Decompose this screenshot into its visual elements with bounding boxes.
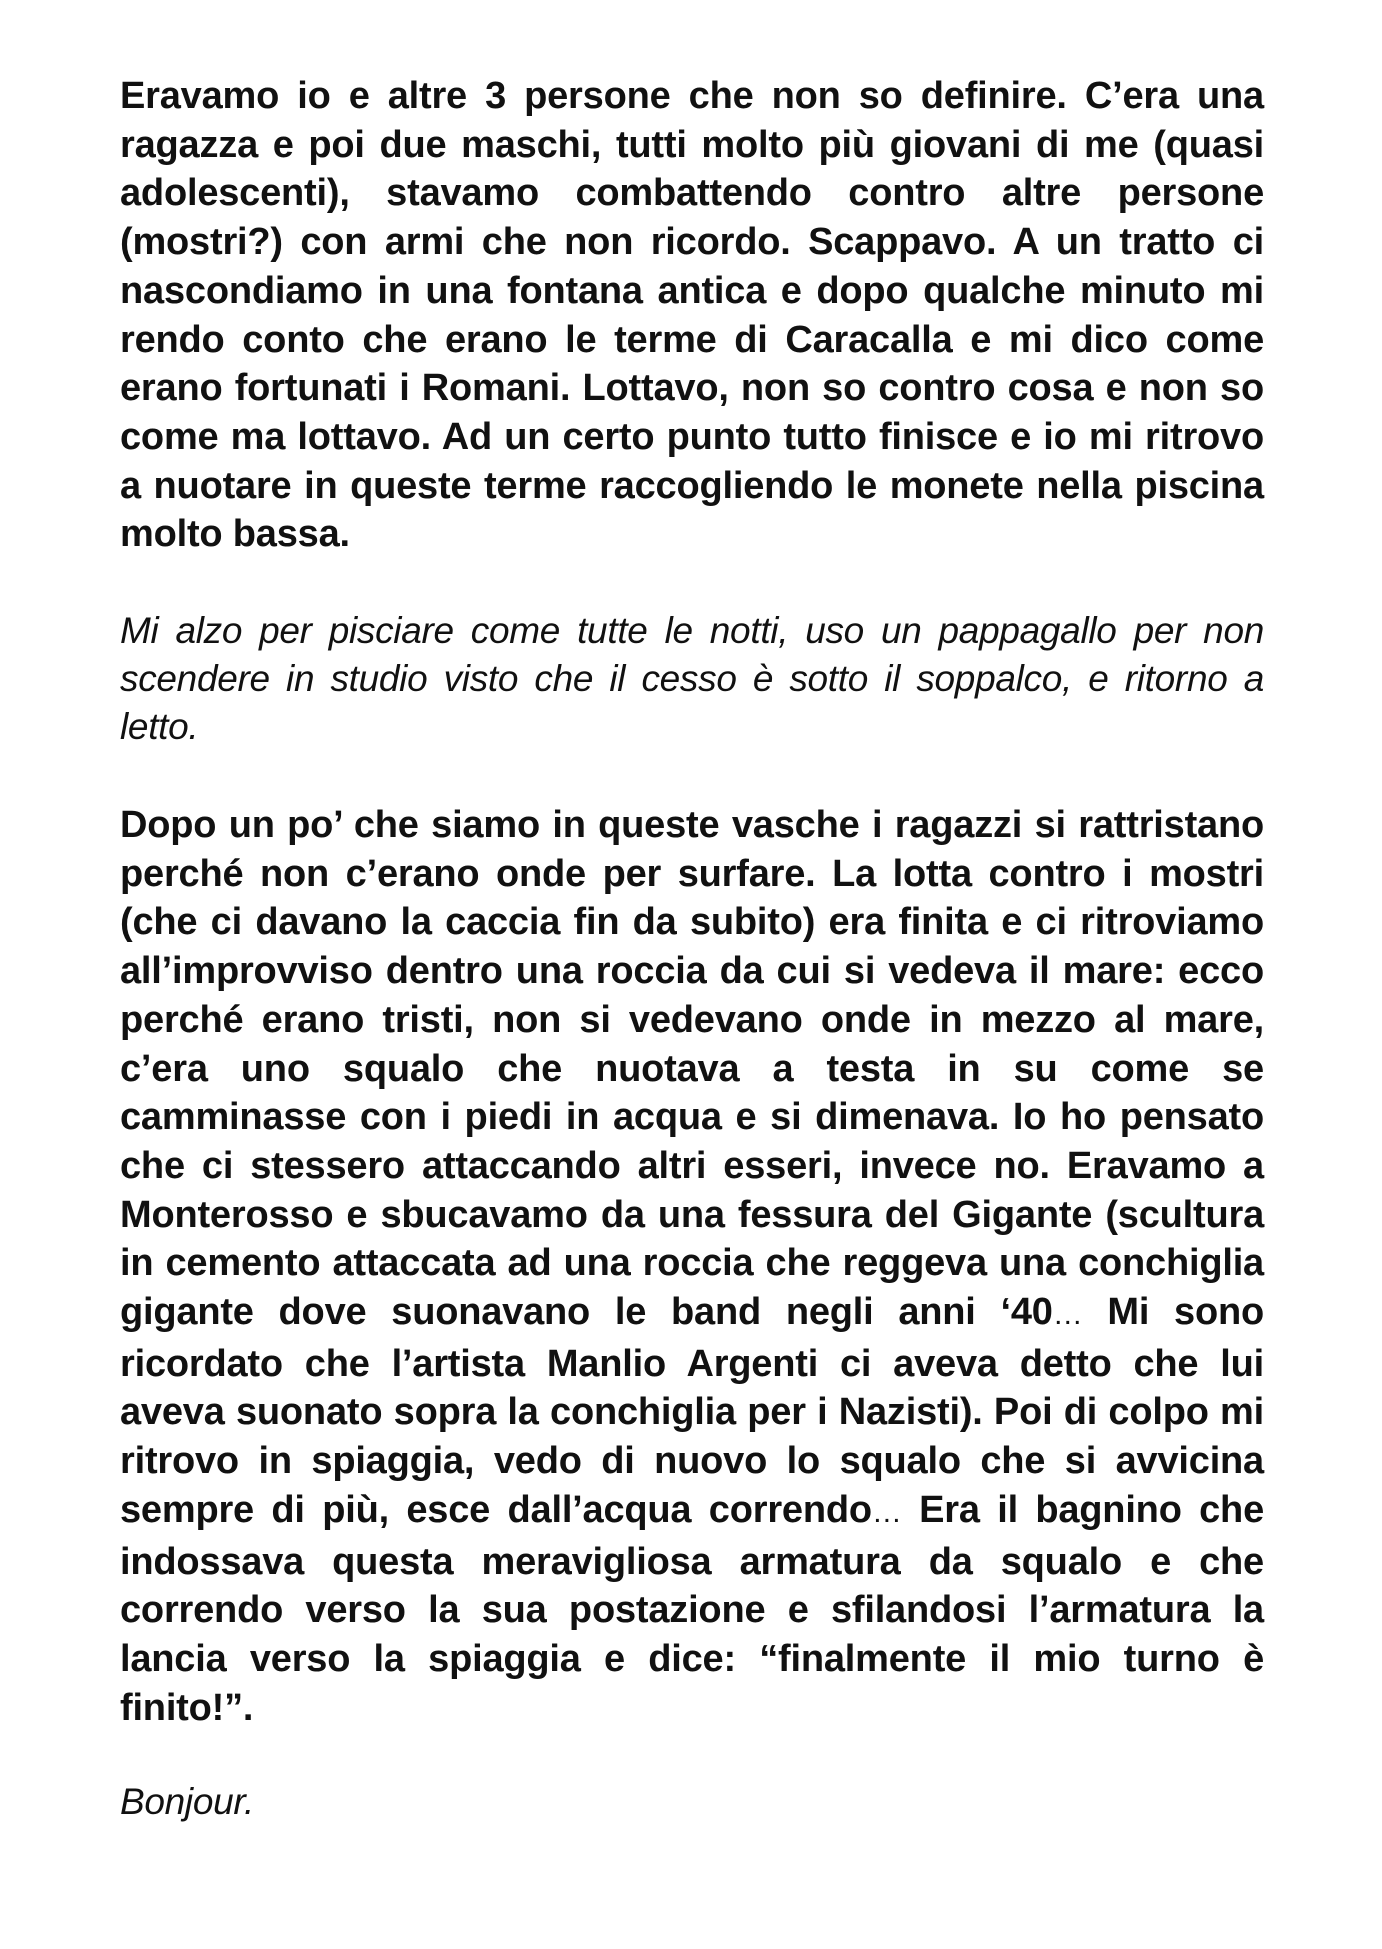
ellipsis-2: … <box>871 1495 902 1529</box>
dream-text-part-3: Era il bagnino che indossava questa meravigliosa armatura da squalo e che correndo verso la sua postazione e sfilandosi l’armatura la lancia verso la spiaggia e dice: “finalmente il mio turno è finito!”. <box>120 1488 1265 1729</box>
ellipsis-1: … <box>1052 1298 1083 1332</box>
waking-interlude-paragraph: Mi alzo per pisciare come tutte le notti, uso un pappagallo per non scendere in studio visto che il cesso è sotto il soppalco, e ritorno a letto. <box>120 610 1264 748</box>
dream-text-part-2: Mi sono ricordato che l’artista Manlio Argenti ci aveva detto che lui aveva suonato sopra la conchiglia per i Nazisti). Poi di colpo mi ritrovo in spiaggia, vedo di nuovo lo squalo che si avvicina sempre di più, esce dall’acqua correndo <box>120 1291 1264 1531</box>
dream-text-part-1: Dopo un po’ che siamo in queste vasche i ragazzi si rattristano perché non c’erano onde per surfare. La lotta contro i mostri (che ci davano la caccia fin da subito) era finita e ci ritroviamo all’improvviso dentro una roccia da cui si vedeva il mare: ecco perché erano tristi, non si vedevano onde in mezzo al mare, c’era uno squalo che nuotava a testa in su come se camminasse con i piedi in acqua e si dimenava. Io ho pensato che ci stessero attaccando altri esseri, invece no. Eravamo a Monterosso e sbucavamo da una fessura del Gigante (scultura in cemento attaccata ad una roccia che reggeva una conchiglia gigante dove suonavano le band negli anni ‘40 <box>120 804 1264 1334</box>
dream-paragraph-first: Eravamo io e altre 3 persone che non so definire. C’era una ragazza e poi due maschi, tutti molto più giovani di me (quasi adolescenti), stavamo combattendo contro altre persone (mostri?) con armi che non ricordo. Scappavo. A un tratto ci nascondiamo in una fontana antica e dopo qualche minuto mi rendo conto che erano le terme di Caracalla e mi dico come erano fortunati i Romani. Lottavo, non so contro cosa e non so come ma lottavo. Ad un certo punto tutto finisce e io mi ritrovo a nuotare in queste terme raccogliendo le monete nella piscina molto bassa. <box>120 75 1264 556</box>
document-page <box>120 72 1264 1826</box>
closing-line: Bonjour. <box>120 1781 255 1823</box>
dream-paragraph-second <box>120 801 1264 1732</box>
